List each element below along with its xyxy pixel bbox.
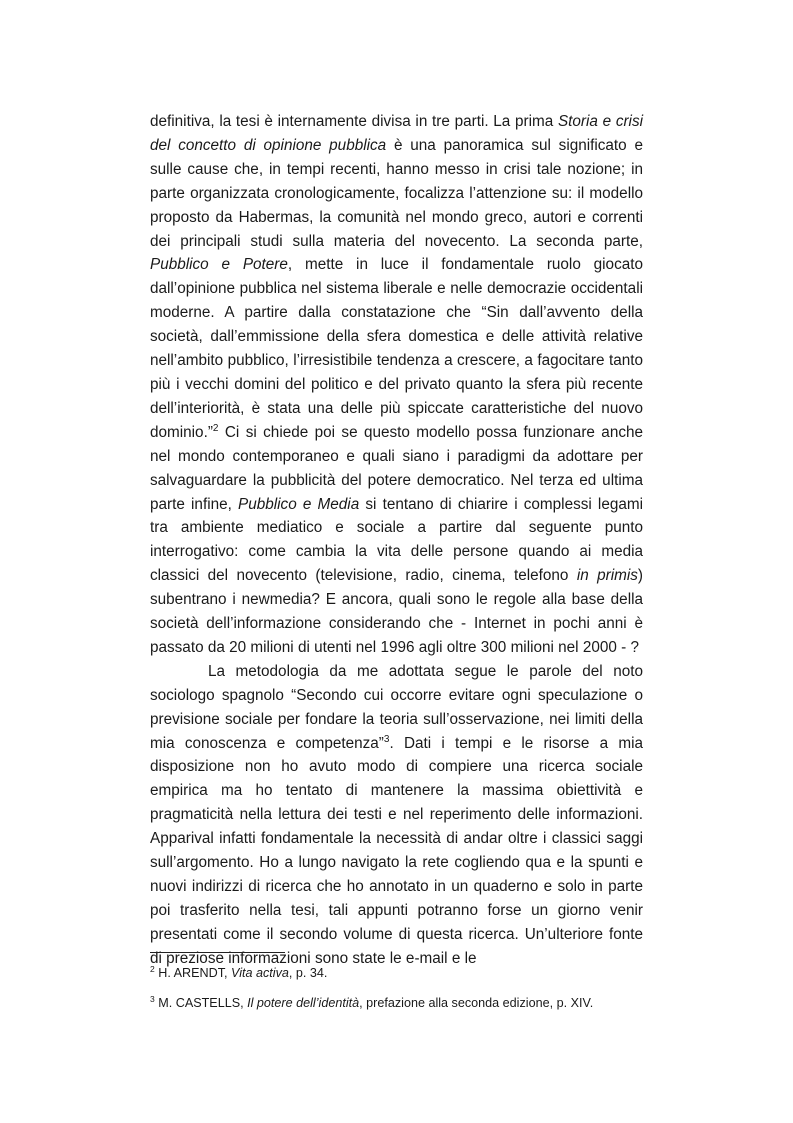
footnote-rest: , p. 34.	[288, 966, 328, 980]
footnote-title: Il potere dell’identità	[247, 996, 360, 1010]
text-run: Ci si chiede poi se questo modello possa funzionare anche nel mondo contemporaneo e quali siano i paradigmi da adottare per salvaguardare la pubblicità del potere democratico. Nel terza ed ultima parte infine,	[150, 423, 643, 513]
footnote-separator	[150, 952, 285, 953]
text-run: La metodologia da me adottata segue le parole del noto sociologo spagnolo “Secondo cui occorre evitare ogni speculazione o previsione sociale per fondare la teoria sull’osservazione, nei limiti della mia conoscenza e competenza”	[150, 662, 643, 752]
footnote-author: H. ARENDT,	[154, 966, 232, 980]
footnote-ref-3[interactable]: 3	[383, 733, 390, 745]
part-title-1: Storia e crisi del concetto di opinione pubblica	[150, 113, 644, 154]
footnote-2	[150, 965, 643, 981]
paragraph-2	[150, 660, 643, 971]
text-run: ) subentrano i newmedia? E ancora, quali sono le regole alla base della società dell’informazione considerando che - Internet in pochi anni è passato da 20 milioni di utenti nel 1996 agli oltre 300 milioni nel 2000 - ?	[150, 567, 643, 656]
footnote-ref-2[interactable]: 2	[212, 422, 219, 434]
paragraph-1	[150, 110, 643, 660]
italic-phrase: in primis	[576, 567, 638, 585]
text-run: si tentano di chiarire i complessi legami tra ambiente mediatico e sociale a partire dal seguente punto interrogativo: come cambia la vita delle persone quando ai media classici del novecento (televisione, radio, cinema, telefono	[150, 495, 643, 585]
text-run: , mette in luce il fondamentale ruolo giocato dall’opinione pubblica nel sistema liberale e nelle democrazie occidentali moderne. A partire dalla constatazione che “Sin dall’avvento della società, dall’emmissione della sfera domestica e delle attività relative nell’ambito pubblico, l’irresistibile tendenza a crescere, a fagocitare tanto più i vecchi domini del politico e del privato quanto la sfera più recente dell’interiorità, è stata una delle più spiccate caratteristiche del nuovo dominio.”	[150, 256, 643, 441]
text-run: definitiva, la tesi è internamente divisa in tre parti. La prima	[150, 113, 558, 130]
part-title-3: Pubblico e Media	[238, 495, 360, 513]
footnote-3	[150, 995, 643, 1011]
footnote-rest: , prefazione alla seconda edizione, p. XIV.	[359, 996, 594, 1010]
text-run: è una panoramica sul significato e sulle cause che, in tempi recenti, hanno messo in crisi tale nozione; in parte organizzata cronologicamente, focalizza l’attenzione su: il modello proposto da Habermas, la comunità nel mondo greco, autori e correnti dei principali studi sulla materia del novecento. La seconda parte,	[150, 136, 643, 250]
text-run: . Dati i tempi e le risorse a mia disposizione non ho avuto modo di compiere una ricerca sociale empirica ma ho tentato di mantenere la massima obiettività e pragmaticità nella lettura dei testi e nel reperimento delle informazioni. Apparival infatti fondamentale la necessità di andar oltre i classici saggi sull’argomento. Ho a lungo navigato la rete cogliendo qua e la spunti e nuovi indirizzi di ricerca che ho annotato in un quaderno e solo in parte poi trasferito nella tesi, tali appunti potranno forse un giorno venir presentati come il secondo volume di questa ricerca. Un’ulteriore fonte di preziose informazioni sono state le e-mail e le	[150, 734, 643, 967]
footnote-number: 3	[150, 993, 155, 1004]
footnote-number: 2	[150, 963, 155, 974]
body-text	[150, 110, 643, 971]
footnote-author: M. CASTELLS,	[154, 996, 248, 1010]
footnote-title: Vita activa	[231, 966, 289, 980]
part-title-2: Pubblico e Potere	[150, 256, 288, 274]
